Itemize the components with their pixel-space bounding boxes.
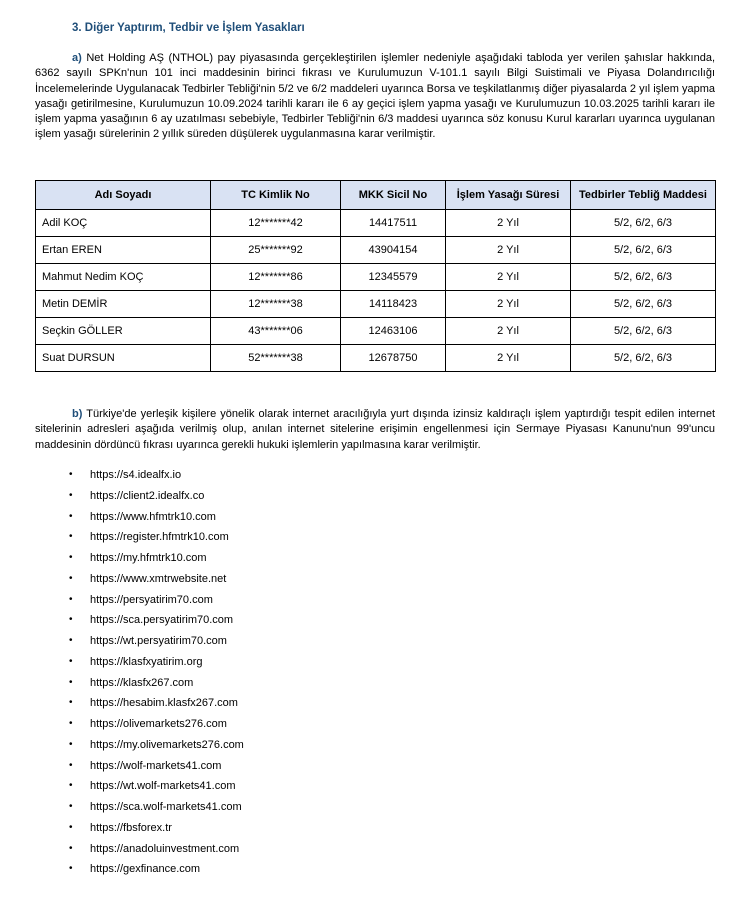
bullet-icon: •	[69, 801, 73, 812]
paragraph-a-label: a)	[72, 52, 82, 64]
cell-name: Suat DURSUN	[36, 345, 211, 372]
website-url: https://hesabim.klasfx267.com	[90, 697, 238, 710]
bullet-icon: •	[69, 552, 73, 563]
bullet-icon: •	[69, 676, 73, 688]
website-url: https://olivemarkets276.com	[90, 718, 227, 730]
list-item	[58, 569, 244, 590]
list-item	[58, 839, 244, 860]
cell-name: Metin DEMİR	[36, 291, 211, 318]
website-url: https://sca.wolf-markets41.com	[90, 801, 242, 813]
cell-tc-no: 12*******38	[211, 291, 341, 318]
website-url: https://my.hfmtrk10.com	[90, 552, 207, 564]
table-header-row	[36, 181, 716, 210]
list-item	[58, 818, 244, 839]
bullet-icon: •	[69, 718, 73, 729]
cell-name: Mahmut Nedim KOÇ	[36, 264, 211, 291]
list-item	[58, 610, 244, 631]
cell-ban-duration: 2 Yıl	[446, 318, 571, 345]
cell-ban-duration: 2 Yıl	[446, 237, 571, 264]
website-list	[58, 465, 244, 880]
bullet-icon: •	[69, 469, 73, 480]
list-item	[58, 631, 244, 652]
bullet-icon: •	[69, 572, 73, 584]
cell-ban-duration: 2 Yıl	[446, 345, 571, 372]
table-row	[36, 345, 716, 372]
paragraph-b	[35, 407, 715, 453]
header-mkk-no: MKK Sicil No	[341, 181, 446, 210]
header-tc-no: TC Kimlik No	[211, 181, 341, 210]
table-row	[36, 237, 716, 264]
header-ban-duration: İşlem Yasağı Süresi	[446, 181, 571, 210]
website-url: https://gexfinance.com	[90, 863, 201, 876]
cell-tc-no: 43*******06	[211, 318, 341, 345]
cell-mkk-no: 14417511	[341, 210, 446, 237]
table-row	[36, 318, 716, 345]
list-item	[58, 507, 244, 528]
cell-article: 5/2, 6/2, 6/3	[571, 318, 716, 345]
website-url: https://klasfxyatirim.org	[90, 655, 203, 668]
website-url: https://wolf-markets41.com	[90, 759, 222, 772]
bullet-icon: •	[69, 593, 73, 605]
bullet-icon: •	[69, 780, 73, 792]
list-item	[58, 527, 244, 548]
cell-tc-no: 12*******42	[211, 210, 341, 237]
list-item	[58, 465, 244, 486]
list-item	[58, 548, 244, 569]
cell-tc-no: 25*******92	[211, 237, 341, 264]
website-url: https://www.hfmtrk10.com	[90, 510, 216, 523]
list-item	[58, 714, 244, 735]
cell-mkk-no: 12463106	[341, 318, 446, 345]
bullet-icon: •	[69, 821, 73, 833]
cell-name: Seçkin GÖLLER	[36, 318, 211, 345]
table-row	[36, 210, 716, 237]
list-item	[58, 859, 244, 880]
list-item	[58, 756, 244, 777]
list-item	[58, 693, 244, 714]
website-url: https://my.olivemarkets276.com	[90, 738, 244, 751]
website-url: https://www.xmtrwebsite.net	[90, 572, 227, 585]
website-url: https://s4.idealfx.io	[90, 469, 182, 481]
cell-mkk-no: 43904154	[341, 237, 446, 264]
website-url: https://anadoluinvestment.com	[90, 842, 240, 855]
paragraph-a-text: Net Holding AŞ (NTHOL) pay piyasasında gerçekleştirilen işlemler nedeniyle aşağıdaki tabloda yer verilen şahıslar hakkında, 6362 sayılı SPKn'nun 101 inci maddesinin birinci fıkrası ve Kurulumuzun V-101.1 sayılı Bilgi Suistimali ve Piyasa Dolandırıcılığı İncelemelerinde Uygulanacak Tedbirler Tebliği'nin 5/2 ve 6/2 maddeleri uyarınca Borsa ve teşkilatlanmış diğer piyasalarda 2 yıl işlem yapma yasağı getirilmesine, Kurulumuzun 10.09.2024 tarihli kararı ile 6 ay geçici işlem yapma yasağı ve Kurulumuzun 10.03.2025 tarihli kararı ile işlem yapma yasağının 6 ay uzatılması sebebiyle, Tedbirler Tebliği'nin 6/3 maddesi uyarınca söz konusu Kurul kararları uyarınca uygulanan işlem yasağı sürelerinin 2 yıllık süreden düşülerek uygulanmasına karar verilmiştir.	[35, 52, 716, 141]
paragraph-a	[35, 51, 715, 143]
paragraph-b-text: Türkiye'de yerleşik kişilere yönelik olarak internet aracılığıyla yurt dışında izinsiz kaldıraçlı işlem yaptırdığı tespit edilen internet sitelerinin adresleri aşağıda verilmiş olup, anılan internet sitelerine erişimin engellenmesi için Sermaye Piyasası Kanunu'nun 99'uncu maddesinin dördüncü fıkrası uyarınca gerekli hukuki işlemlerin yapılmasına karar verilmiştir.	[35, 408, 715, 451]
cell-tc-no: 52*******38	[211, 345, 341, 372]
bullet-icon: •	[69, 697, 73, 709]
bullet-icon: •	[69, 531, 73, 543]
cell-article: 5/2, 6/2, 6/3	[571, 345, 716, 372]
cell-article: 5/2, 6/2, 6/3	[571, 264, 716, 291]
cell-mkk-no: 12345579	[341, 264, 446, 291]
bullet-icon: •	[69, 842, 73, 854]
cell-article: 5/2, 6/2, 6/3	[571, 291, 716, 318]
website-url: https://wt.persyatirim70.com	[90, 635, 227, 647]
bullet-icon: •	[69, 635, 73, 646]
section-title: 3. Diğer Yaptırım, Tedbir ve İşlem Yasakları	[72, 22, 305, 34]
cell-tc-no: 12*******86	[211, 264, 341, 291]
list-item	[58, 590, 244, 611]
bullet-icon: •	[69, 863, 73, 875]
bullet-icon: •	[69, 655, 73, 667]
list-item	[58, 776, 244, 797]
website-url: https://client2.idealfx.co	[90, 489, 205, 502]
bullet-icon: •	[69, 759, 73, 771]
bullet-icon: •	[69, 489, 73, 501]
cell-ban-duration: 2 Yıl	[446, 264, 571, 291]
cell-name: Adil KOÇ	[36, 210, 211, 237]
cell-mkk-no: 14118423	[341, 291, 446, 318]
cell-ban-duration: 2 Yıl	[446, 291, 571, 318]
list-item	[58, 735, 244, 756]
cell-article: 5/2, 6/2, 6/3	[571, 210, 716, 237]
bullet-icon: •	[69, 510, 73, 522]
cell-name: Ertan EREN	[36, 237, 211, 264]
table-row	[36, 264, 716, 291]
list-item	[58, 797, 244, 818]
ban-table	[35, 180, 716, 372]
website-url: https://wt.wolf-markets41.com	[90, 780, 236, 793]
paragraph-b-label: b)	[72, 408, 83, 420]
table-row	[36, 291, 716, 318]
website-url: https://register.hfmtrk10.com	[90, 531, 229, 544]
list-item	[58, 673, 244, 694]
website-url: https://persyatirim70.com	[90, 593, 213, 606]
list-item	[58, 652, 244, 673]
cell-article: 5/2, 6/2, 6/3	[571, 237, 716, 264]
header-article: Tedbirler Tebliğ Maddesi	[571, 181, 716, 210]
cell-ban-duration: 2 Yıl	[446, 210, 571, 237]
website-url: https://sca.persyatirim70.com	[90, 614, 234, 627]
website-url: https://klasfx267.com	[90, 676, 194, 689]
bullet-icon: •	[69, 738, 73, 750]
header-name: Adı Soyadı	[36, 181, 211, 210]
list-item	[58, 486, 244, 507]
cell-mkk-no: 12678750	[341, 345, 446, 372]
website-url: https://fbsforex.tr	[90, 821, 172, 834]
bullet-icon: •	[69, 614, 73, 626]
